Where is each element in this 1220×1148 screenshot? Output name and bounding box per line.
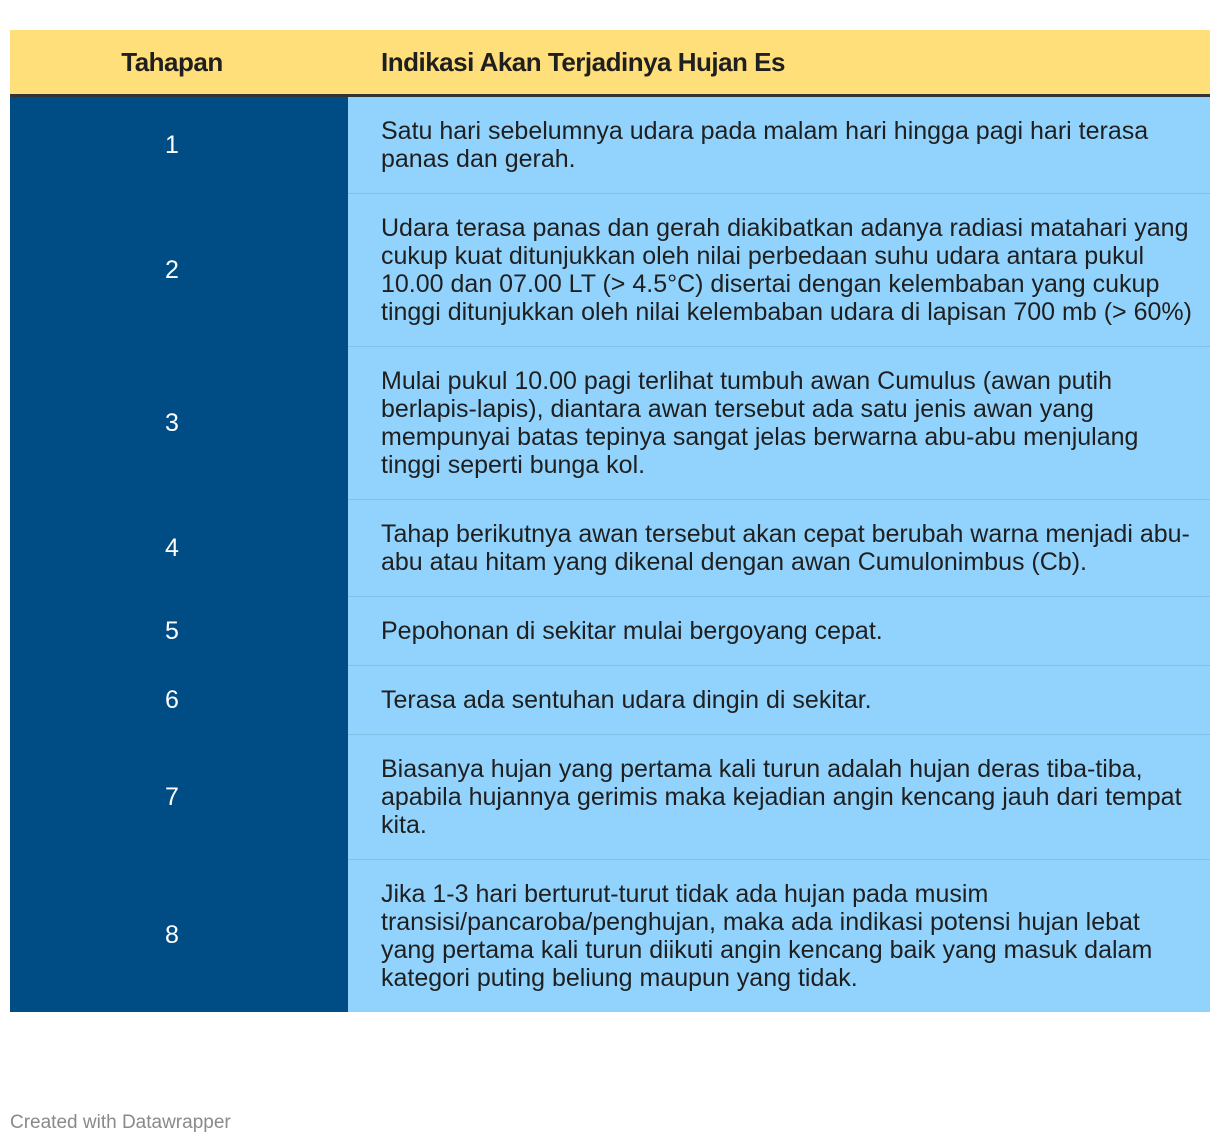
table-row [10, 500, 1210, 597]
indication-text-cell: Mulai pukul 10.00 pagi terlihat tumbuh awan Cumulus (awan putih berlapis-lapis), diantara awan tersebut ada satu jenis awan yang mempunyai batas tepinya sangat jelas berwarna abu-abu menjulang tinggi seperti bunga kol. [348, 347, 1210, 500]
stage-number-cell: 1 [10, 96, 348, 194]
indication-text-cell: Jika 1-3 hari berturut-turut tidak ada hujan pada musim transisi/pancaroba/penghujan, maka ada indikasi potensi hujan lebat yang pertama kali turun diikuti angin kencang baik yang masuk dalam kategori puting beliung maupun yang tidak. [348, 860, 1210, 1013]
table-row [10, 735, 1210, 860]
table-row [10, 96, 1210, 194]
stage-number-cell: 7 [10, 735, 348, 860]
table-row [10, 666, 1210, 735]
stage-number-cell: 4 [10, 500, 348, 597]
indication-text-cell: Biasanya hujan yang pertama kali turun adalah hujan deras tiba-tiba, apabila hujannya gerimis maka kejadian angin kencang jauh dari tempat kita. [348, 735, 1210, 860]
column-header-indication[interactable]: Indikasi Akan Terjadinya Hujan Es [348, 30, 1210, 96]
stage-number-cell: 6 [10, 666, 348, 735]
table-row [10, 860, 1210, 1013]
stage-number-cell: 8 [10, 860, 348, 1013]
table-row [10, 597, 1210, 666]
indication-text-cell: Terasa ada sentuhan udara dingin di sekitar. [348, 666, 1210, 735]
stage-number-cell: 3 [10, 347, 348, 500]
table-row [10, 194, 1210, 347]
column-header-stage[interactable]: Tahapan [10, 30, 348, 96]
stage-number-cell: 5 [10, 597, 348, 666]
indication-text-cell: Tahap berikutnya awan tersebut akan cepat berubah warna menjadi abu-abu atau hitam yang dikenal dengan awan Cumulonimbus (Cb). [348, 500, 1210, 597]
table-header-row [10, 30, 1210, 96]
indication-text-cell: Satu hari sebelumnya udara pada malam hari hingga pagi hari terasa panas dan gerah. [348, 96, 1210, 194]
hail-indication-table [10, 30, 1210, 1012]
data-table-container [10, 30, 1210, 1012]
indication-text-cell: Pepohonan di sekitar mulai bergoyang cepat. [348, 597, 1210, 666]
stage-number-cell: 2 [10, 194, 348, 347]
table-row [10, 347, 1210, 500]
datawrapper-credit: Created with Datawrapper [10, 1112, 231, 1133]
indication-text-cell: Udara terasa panas dan gerah diakibatkan adanya radiasi matahari yang cukup kuat ditunjukkan oleh nilai perbedaan suhu udara antara pukul 10.00 dan 07.00 LT (> 4.5°C) disertai dengan kelembaban yang cukup tinggi ditunjukkan oleh nilai kelembaban udara di lapisan 700 mb (> 60%) [348, 194, 1210, 347]
